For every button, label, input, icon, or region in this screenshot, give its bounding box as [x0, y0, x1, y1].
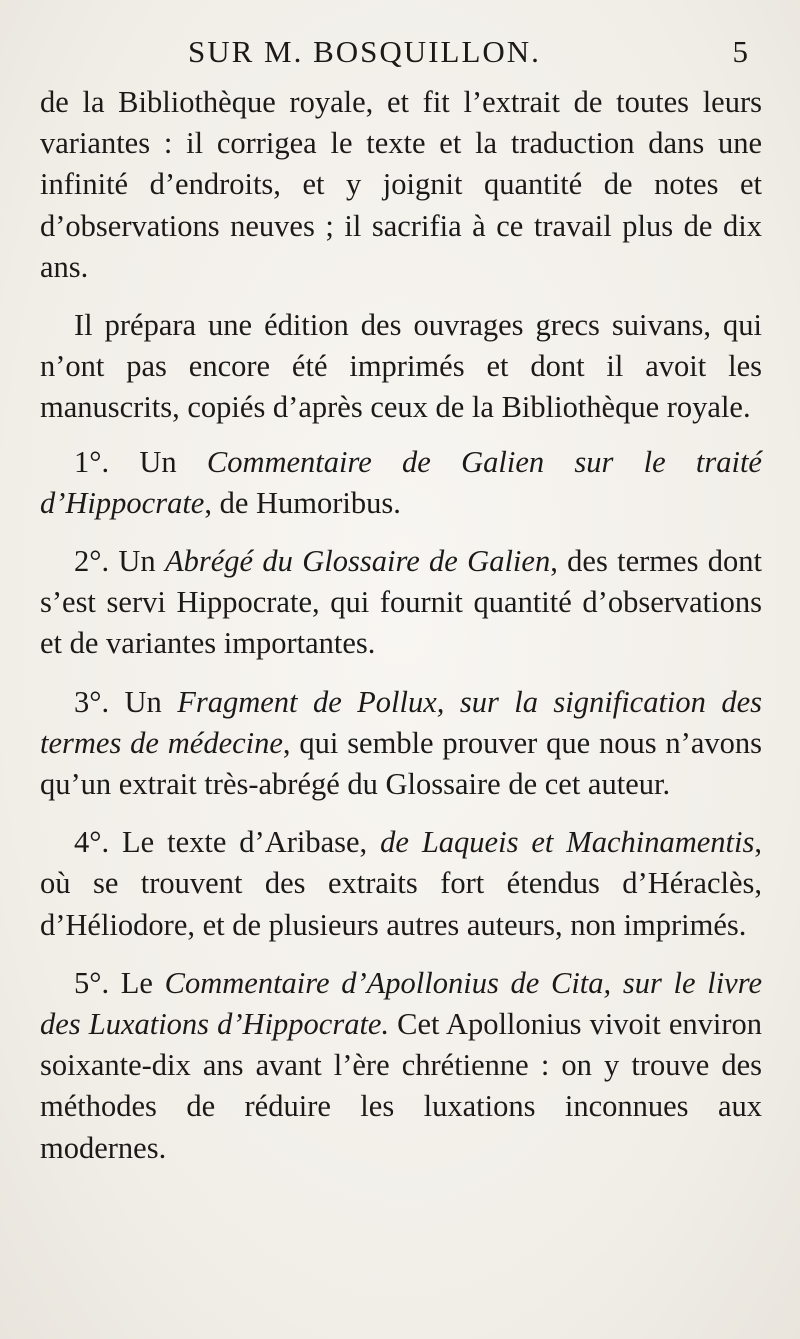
running-title: SUR M. BOSQUILLON.: [188, 34, 541, 69]
running-head: [48, 34, 750, 84]
item-4-number: 4°. Le texte d’Aribase,: [74, 825, 381, 860]
paragraph-continuation: de la Bibliothèque royale, et fit l’extrait de toutes leurs variantes : il corrigea le texte et la traduction dans une infinité d’endroits, et y joignit quantité de notes et d’observations neuves ; il sacrifia à ce travail plus de dix ans.: [40, 85, 762, 284]
list-item-4: [40, 822, 762, 946]
item-5-rest: Cet Apollonius vivoit environ soixante-dix ans avant l’ère chrétienne : on y trouve des méthodes de réduire les luxations inconnues aux modernes.: [40, 1007, 762, 1165]
item-5-title: Commentaire d’Apollonius de Cita, sur le livre des Luxations d’Hippocrate.: [40, 965, 762, 1042]
item-2-rest: , des termes dont s’est servi Hippocrate, qui fournit quantité d’observations et de variantes importantes.: [40, 544, 762, 661]
list-item-2: [40, 541, 762, 665]
body-text: [40, 82, 762, 1169]
item-4-rest: , où se trouvent des extraits fort étendus d’Héraclès, d’Héliodore, et de plusieurs autres auteurs, non imprimés.: [40, 825, 762, 942]
page-number: 5: [732, 34, 750, 69]
item-4-title: de Laqueis et Machinamentis: [380, 825, 755, 860]
item-1-rest: , de Humoribus.: [204, 485, 401, 520]
item-3-title: Fragment de Pollux, sur la signification des termes de médecine: [40, 684, 762, 760]
list-item-1: [40, 442, 762, 524]
item-3-rest: , qui semble prouver que nous n’avons qu’un extrait très-abrégé du Glossaire de cet auteur.: [40, 725, 762, 802]
item-5-number: 5°. Le: [74, 965, 165, 1000]
list-item-3: [40, 682, 762, 806]
paragraph-edition-intro: Il prépara une édition des ouvrages grecs suivans, qui n’ont pas encore été imprimés et dont il avoit les manuscrits, copiés d’après ceux de la Bibliothèque royale.: [40, 308, 762, 425]
item-1-number: 1°. Un: [74, 444, 207, 479]
item-2-number: 2°. Un: [74, 544, 166, 579]
item-3-number: 3°. Un: [74, 684, 178, 719]
item-1-title: Commentaire de Galien sur le traité d’Hippocrate: [40, 444, 762, 520]
list-item-5: [40, 963, 762, 1169]
item-2-title: Abrégé du Glossaire de Galien: [165, 544, 551, 579]
